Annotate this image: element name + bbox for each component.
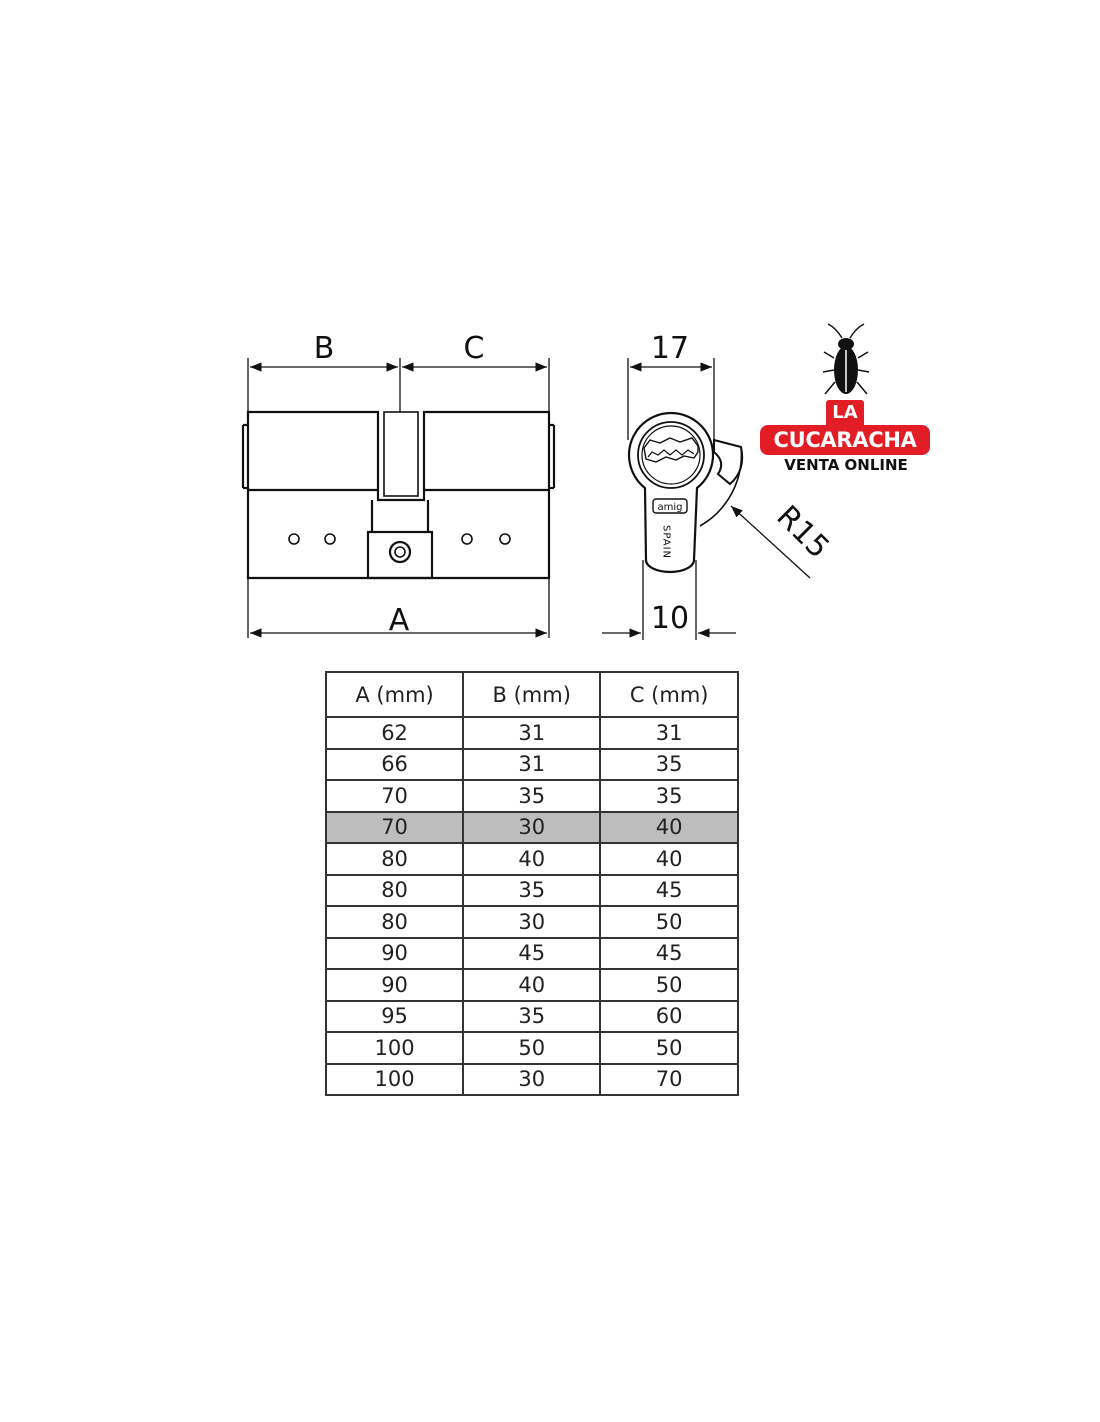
- dim-label-17: 17: [650, 331, 690, 366]
- table-cell: 31: [463, 717, 600, 749]
- header-c: C (mm): [600, 672, 738, 717]
- table-header-row: [326, 672, 738, 717]
- table-cell: 30: [463, 812, 600, 844]
- plug-ring: [638, 422, 704, 488]
- table-cell: 100: [326, 1032, 463, 1064]
- table-row: [326, 717, 738, 749]
- table-row: [326, 749, 738, 781]
- table-cell: 70: [600, 1064, 738, 1096]
- table-cell: 100: [326, 1064, 463, 1096]
- table-row: [326, 1064, 738, 1096]
- table-cell: 80: [326, 843, 463, 875]
- table-cell: 40: [600, 812, 738, 844]
- table-row: [326, 1032, 738, 1064]
- table-row: [326, 812, 738, 844]
- table-cell: 35: [463, 780, 600, 812]
- table-cell: 70: [326, 812, 463, 844]
- screw-hole: [390, 542, 410, 562]
- dim-label-c: C: [463, 331, 485, 366]
- table-cell: 40: [463, 843, 600, 875]
- cockroach-icon: [820, 322, 872, 400]
- table-row: [326, 875, 738, 907]
- pin-hole: [462, 534, 472, 544]
- table-cell: 35: [463, 875, 600, 907]
- stamp-text: SPAIN: [660, 525, 672, 560]
- table-cell: 45: [600, 938, 738, 970]
- radius-label: R15: [769, 498, 836, 566]
- cam-slot: [384, 412, 418, 496]
- pin-hole: [289, 534, 299, 544]
- table-row: [326, 1001, 738, 1033]
- header-a: A (mm): [326, 672, 463, 717]
- table-row: [326, 906, 738, 938]
- table-cell: 31: [600, 717, 738, 749]
- table-cell: 40: [463, 969, 600, 1001]
- table-cell: 30: [463, 1064, 600, 1096]
- table-cell: 50: [600, 906, 738, 938]
- table-cell: 70: [326, 780, 463, 812]
- table-cell: 50: [600, 969, 738, 1001]
- table-cell: 35: [463, 1001, 600, 1033]
- front-view: [243, 358, 554, 638]
- table-cell: 35: [600, 780, 738, 812]
- brand-plate-text: amig: [657, 502, 683, 513]
- screw-block: [368, 532, 432, 578]
- table-cell: 50: [463, 1032, 600, 1064]
- dim-label-10: 10: [650, 601, 690, 636]
- dim-label-a: A: [388, 603, 410, 638]
- table-cell: 90: [326, 969, 463, 1001]
- table-cell: 30: [463, 906, 600, 938]
- dim-label-b: B: [313, 331, 335, 366]
- logo-name: CUCARACHA: [760, 425, 930, 455]
- table-cell: 50: [600, 1032, 738, 1064]
- logo-tagline: VENTA ONLINE: [784, 456, 908, 474]
- table-cell: 95: [326, 1001, 463, 1033]
- table-cell: 45: [463, 938, 600, 970]
- table-row: [326, 938, 738, 970]
- table-cell: 40: [600, 843, 738, 875]
- table-cell: 62: [326, 717, 463, 749]
- header-b: B (mm): [463, 672, 600, 717]
- dimensions-table: [325, 671, 739, 1096]
- keyway: [644, 438, 698, 462]
- logo-la: LA: [826, 400, 864, 426]
- cylinder-body: [248, 412, 549, 578]
- table-cell: 66: [326, 749, 463, 781]
- table-row: [326, 843, 738, 875]
- table-row: [326, 780, 738, 812]
- pin-hole: [325, 534, 335, 544]
- brand-logo: [756, 318, 936, 478]
- pin-hole: [500, 534, 510, 544]
- table-cell: 31: [463, 749, 600, 781]
- table-cell: 35: [600, 749, 738, 781]
- table-cell: 45: [600, 875, 738, 907]
- table-row: [326, 969, 738, 1001]
- table-cell: 90: [326, 938, 463, 970]
- table-cell: 80: [326, 906, 463, 938]
- table-cell: 80: [326, 875, 463, 907]
- table-cell: 60: [600, 1001, 738, 1033]
